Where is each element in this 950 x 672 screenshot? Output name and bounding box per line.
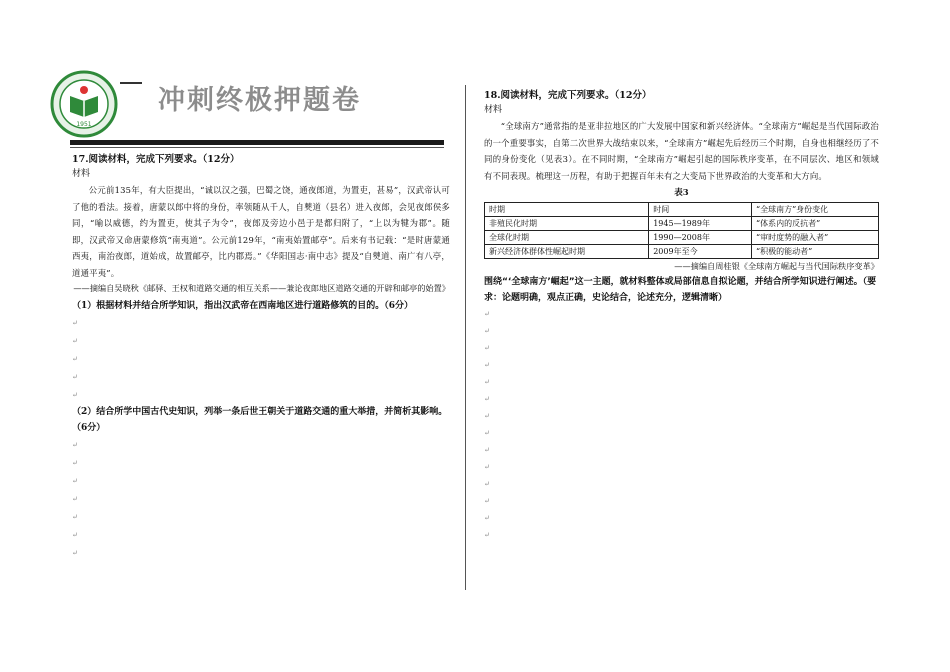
table-cell: “积极的能动者” (752, 245, 879, 259)
table-cell: 2009年至今 (649, 245, 752, 259)
paragraph-mark: ↵ (72, 459, 78, 467)
question-17 (72, 152, 450, 562)
table-cell: 非殖民化时期 (485, 217, 649, 231)
paragraph-mark: ↵ (72, 531, 78, 539)
paragraph-mark: ↵ (484, 327, 490, 335)
paragraph-mark: ↵ (72, 391, 78, 399)
paragraph-mark: ↵ (484, 361, 490, 369)
q17-answer-area-1[interactable] (72, 314, 450, 404)
school-logo (50, 70, 118, 138)
table-header-cell: 时期 (485, 203, 649, 217)
header-dash (120, 82, 142, 84)
question-18 (484, 88, 879, 544)
table-row (485, 217, 879, 231)
paragraph-mark: ↵ (72, 513, 78, 521)
identity-table (484, 202, 879, 259)
table-header-cell: 时间 (649, 203, 752, 217)
paragraph-mark: ↵ (72, 441, 78, 449)
table-row (485, 231, 879, 245)
svg-text:1951: 1951 (76, 121, 92, 128)
q17-heading: 17.阅读材料，完成下列要求。（12分） (72, 154, 240, 165)
paragraph-mark: ↵ (484, 395, 490, 403)
q18-paragraph: “全球南方”通常指的是亚非拉地区的广大发展中国家和新兴经济体。“全球南方”崛起是当代国际政治的一个重要事实，自第二次世界大战结束以来，“全球南方”崛起先后经历三个时期，自身也相继经历了不同的身份变化（见表3）。在不同时期，“全球南方”崛起引起的国际秩序变革，在不同层次、地区和领域有不同表现。梳理这一历程，有助于把握百年未有之大变局下世界政治的大变革和大方向。 (484, 121, 879, 181)
table-cell: 全球化时期 (485, 231, 649, 245)
table-row (485, 245, 879, 259)
paragraph-mark: ↵ (72, 319, 78, 327)
table-caption: 表3 (674, 188, 689, 198)
table-cell: 1990—2008年 (649, 231, 752, 245)
header-rule (70, 140, 444, 145)
table-cell: 1945—1989年 (649, 217, 752, 231)
header-rule-thin (70, 147, 444, 148)
paragraph-mark: ↵ (484, 497, 490, 505)
q17-source: ——摘编自吴晓秋《邮驿、王权和道路交通的相互关系——兼论夜郎地区道路交通的开辟和邮亭的始置》 (73, 283, 450, 293)
column-divider (465, 85, 466, 590)
q17-material-label: 材料 (72, 169, 91, 179)
paragraph-mark: ↵ (484, 480, 490, 488)
q17-answer-area-2[interactable] (72, 436, 450, 562)
q17-sub1: （1）根据材料并结合所学知识，指出汉武帝在西南地区进行道路修筑的目的。（6分） (72, 301, 414, 311)
q17-sub2: （2）结合所学中国古代史知识，列举一条后世王朝关于道路交通的重大举措，并简析其影响。（6分） (72, 407, 448, 433)
paragraph-mark: ↵ (484, 310, 490, 318)
q18-task: 围绕“‘全球南方’崛起”这一主题，就材料整体或局部信息自拟论题，并结合所学知识进行阐述。（要求：论题明确，观点正确，史论结合，论述充分，逻辑清晰） (484, 277, 877, 303)
q18-answer-area[interactable] (484, 306, 879, 544)
table-cell: 新兴经济体群体性崛起时期 (485, 245, 649, 259)
paragraph-mark: ↵ (484, 412, 490, 420)
paragraph-mark: ↵ (72, 337, 78, 345)
table-header-row (485, 203, 879, 217)
table-cell: “体系内的反抗者” (752, 217, 879, 231)
q17-paragraph: 公元前135年，有大臣提出，“诚以汉之强，巴蜀之饶，通夜郎道，为置吏，甚易”，汉武帝认可了他的看法。接着，唐蒙以郎中将的身份，率领随从千人，自僰道（县名）进入夜郎，会见夜郎侯多同，“喻以威德，约为置吏，使其子为令”，夜郎及旁边小邑于是都归附了，“上以为犍为郡”。随即，汉武帝又命唐蒙修筑“南夷道”。公元前129年，“南夷始置邮亭”。后来有书记载：“是时唐蒙通西夷，南治夜郎，道始成，故置邮亭，比内郡焉。”《华阳国志·南中志》提及“自僰道、南广有八亭，道通平夷”。 (72, 185, 450, 278)
paragraph-mark: ↵ (72, 477, 78, 485)
q18-source: ——摘编自周桂银《全球南方崛起与当代国际秩序变革》 (674, 261, 879, 271)
table-cell: “审时度势的融入者” (752, 231, 879, 245)
table-header-cell: “全球南方”身份变化 (752, 203, 879, 217)
paragraph-mark: ↵ (484, 514, 490, 522)
q18-material-label: 材料 (484, 105, 503, 115)
paragraph-mark: ↵ (484, 429, 490, 437)
paragraph-mark: ↵ (72, 373, 78, 381)
paragraph-mark: ↵ (72, 549, 78, 557)
q18-heading: 18.阅读材料，完成下列要求。（12分） (484, 90, 652, 101)
paragraph-mark: ↵ (72, 355, 78, 363)
paragraph-mark: ↵ (484, 446, 490, 454)
paragraph-mark: ↵ (484, 531, 490, 539)
paragraph-mark: ↵ (484, 378, 490, 386)
paragraph-mark: ↵ (484, 463, 490, 471)
paragraph-mark: ↵ (484, 344, 490, 352)
paragraph-mark: ↵ (72, 495, 78, 503)
exam-title: 冲刺终极押题卷 (158, 85, 361, 116)
